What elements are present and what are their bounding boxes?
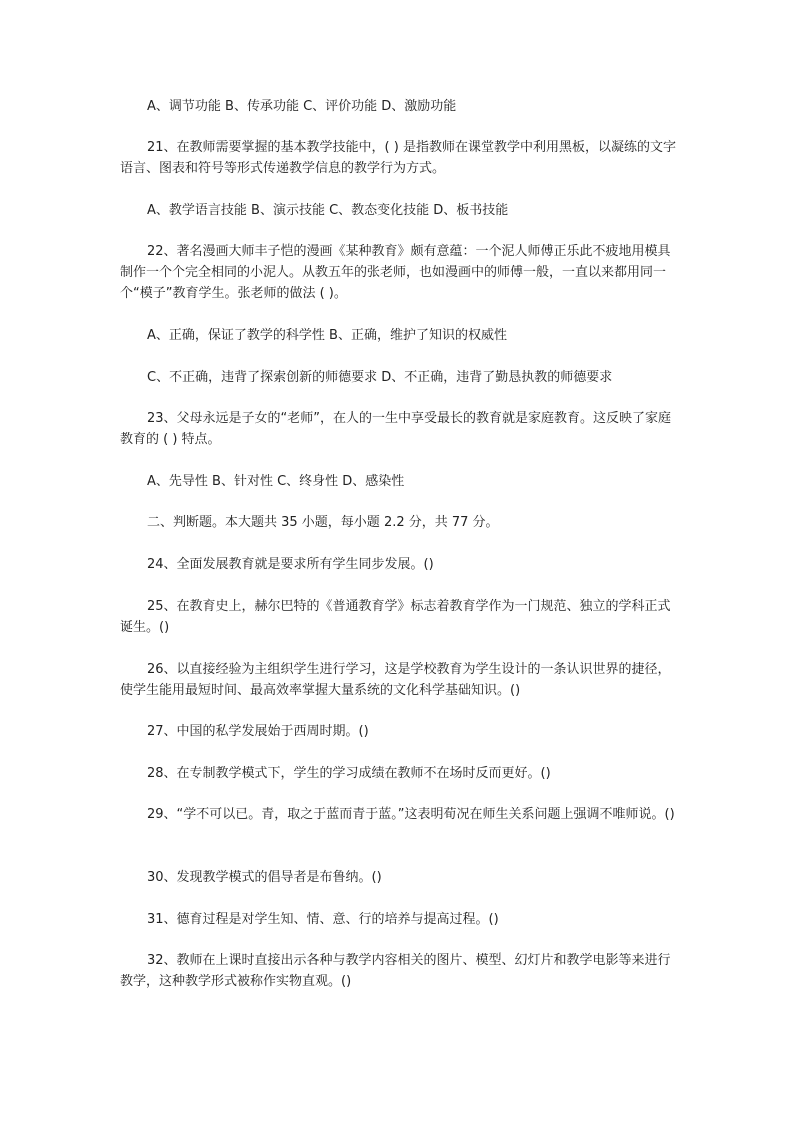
q22-options-cd: C、不正确，违背了探索创新的师德要求 D、不正确，违背了勤恳执教的师德要求	[147, 370, 613, 385]
q22-options-ab: A、正确，保证了教学的科学性 B、正确，维护了知识的权威性	[147, 328, 507, 343]
q28-statement: 28、在专制教学模式下，学生的学习成绩在教师不在场时反而更好。()	[147, 766, 551, 781]
q26-statement: 26、以直接经验为主组织学生进行学习，这是学校教育为学生设计的一条认识世界的捷径，使学生能用最短时间、最高效率掌握大量系统的文化科学基础知识。()	[120, 662, 671, 698]
q32-statement: 32、教师在上课时直接出示各种与教学内容相关的图片、模型、幻灯片和教学电影等来进行教学，这种教学形式被称作实物直观。()	[120, 953, 671, 989]
q20-options: A、调节功能 B、传承功能 C、评价功能 D、激励功能	[147, 99, 457, 114]
q24-statement: 24、全面发展教育就是要求所有学生同步发展。()	[147, 557, 434, 572]
q23-question: 23、父母永远是子女的“老师”，在人的一生中享受最长的教育就是家庭教育。这反映了家庭教育的 ( ) 特点。	[120, 411, 672, 447]
q23-options: A、先导性 B、针对性 C、终身性 D、感染性	[147, 474, 405, 489]
q27-statement: 27、中国的私学发展始于西周时期。()	[147, 724, 369, 739]
q31-statement: 31、德育过程是对学生知、情、意、行的培养与提高过程。()	[147, 912, 499, 927]
q29-statement: 29、“学不可以已。青，取之于蓝而青于蓝。”这表明荀况在师生关系问题上强调不唯师说。()	[147, 807, 675, 822]
q25-statement: 25、在教育史上，赫尔巴特的《普通教育学》标志着教育学作为一门规范、独立的学科正式诞生。()	[120, 599, 671, 635]
q21-options: A、教学语言技能 B、演示技能 C、教态变化技能 D、板书技能	[147, 203, 509, 218]
section-heading: 二、判断题。本大题共 35 小题，每小题 2.2 分，共 77 分。	[147, 515, 499, 530]
q21-question: 21、在教师需要掌握的基本教学技能中，( ) 是指教师在课堂教学中利用黑板，以凝练的文字语言、图表和符号等形式传递教学信息的教学行为方式。	[120, 140, 676, 176]
q22-question: 22、著名漫画大师丰子恺的漫画《某种教育》颇有意蕴：一个泥人师傅正乐此不疲地用模具制作一个个完全相同的小泥人。从教五年的张老师，也如漫画中的师傅一般，一直以来都用同一个“模子”教育学生。张老师的做法 ( )。	[120, 244, 671, 301]
q30-statement: 30、发现教学模式的倡导者是布鲁纳。()	[147, 870, 382, 885]
